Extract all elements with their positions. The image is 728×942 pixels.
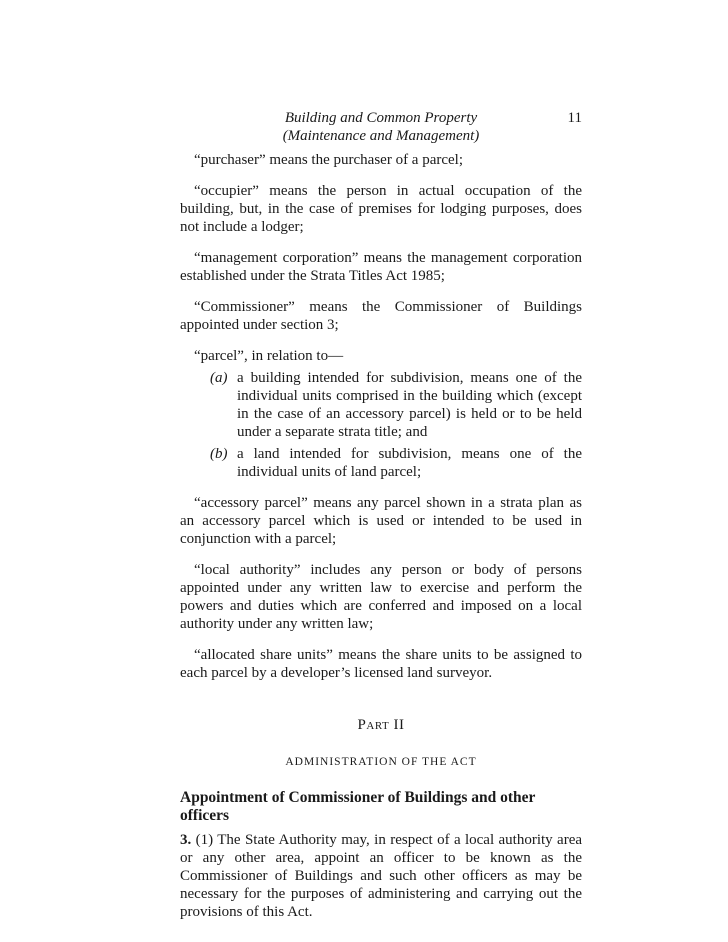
definition-commissioner: “Commissioner” means the Commissioner of Buildings appointed under section 3; xyxy=(180,299,582,333)
definition-management-corporation: “management corporation” means the management corporation established under the Strata Titles Act 1985; xyxy=(180,250,582,284)
definition-allocated-share-units: “allocated share units” means the share units to be assigned to each parcel by a developer’s licensed land surveyor. xyxy=(180,647,582,681)
parcel-item-text: a land intended for subdivision, means one of the individual units of land parcel; xyxy=(237,446,582,480)
parcel-item-label: (a) xyxy=(210,370,228,386)
section-number: 3. xyxy=(180,832,192,848)
definition-accessory-parcel: “accessory parcel” means any parcel shown in a strata plan as an accessory parcel which is used or intended to be used in conjunction with a parcel; xyxy=(180,495,582,547)
definition-local-authority: “local authority” includes any person or body of persons appointed under any written law to exercise and perform the powers and duties which are conferred and imposed on a local authority under any written law; xyxy=(180,562,582,632)
header-title-line2: (Maintenance and Management) xyxy=(282,128,480,144)
page-header xyxy=(180,109,582,149)
part-word-rest: ART xyxy=(366,720,390,732)
part-heading xyxy=(180,716,582,735)
definition-purchaser: “purchaser” means the purchaser of a parcel; xyxy=(194,152,464,168)
definition-occupier: “occupier” means the person in actual occupation of the building, but, in the case of premises for lodging purposes, does not include a lodger; xyxy=(180,183,582,235)
parcel-item-a xyxy=(180,369,582,441)
page-number: 11 xyxy=(567,110,582,126)
parcel-item-b xyxy=(180,445,582,481)
section-text: (1) The State Authority may, in respect of a local authority area or any other area, appoint an officer to be known as the Commissioner of Buildings and such other officers as may be necessary for the purposes of administering and carrying out the provisions of this Act. xyxy=(180,832,583,920)
part-subtitle: ADMINISTRATION OF THE ACT xyxy=(285,756,477,768)
section-title: Appointment of Commissioner of Buildings and other officers xyxy=(180,789,536,824)
definition-parcel: “parcel”, in relation to— xyxy=(194,348,344,364)
parcel-item-label: (b) xyxy=(210,446,228,462)
part-number: II xyxy=(393,717,405,733)
page-body xyxy=(180,151,582,921)
parcel-item-text: a building intended for subdivision, means one of the individual units comprised in the building which (except in the case of an accessory parcel) is held or to be held under a separate strata title; and xyxy=(237,370,582,440)
part-word-initial: P xyxy=(357,717,367,733)
header-title-line1: Building and Common Property xyxy=(284,110,478,126)
section-paragraph xyxy=(180,831,582,921)
